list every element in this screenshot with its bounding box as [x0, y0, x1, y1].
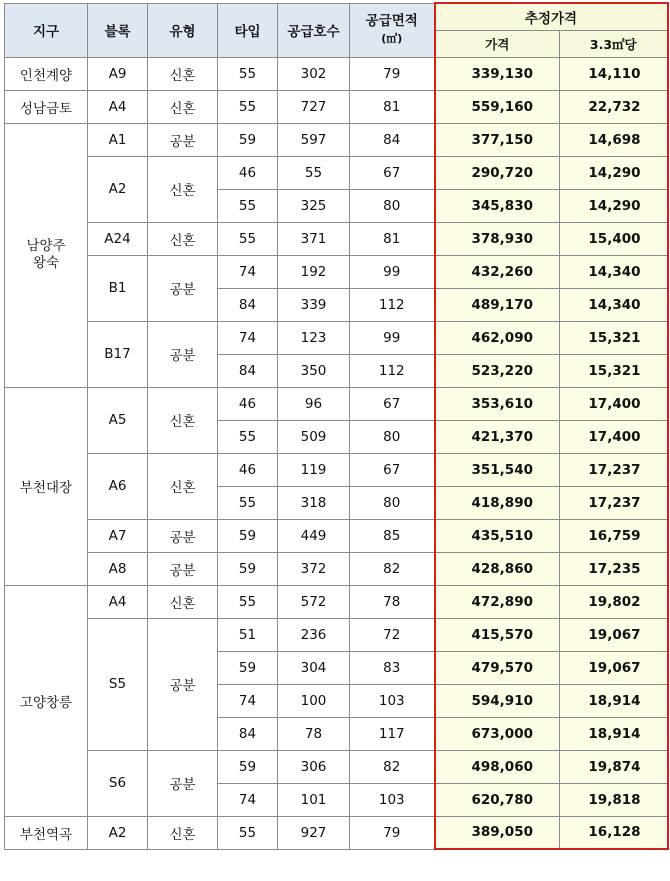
cell-block: B17 [88, 321, 148, 387]
cell-per-area: 19,874 [560, 750, 668, 783]
cell-area: 80 [350, 189, 435, 222]
cell-units: 123 [278, 321, 350, 354]
cell-price: 432,260 [435, 255, 560, 288]
cell-units: 339 [278, 288, 350, 321]
cell-per-area: 17,400 [560, 387, 668, 420]
cell-per-area: 16,759 [560, 519, 668, 552]
district-line1: 남양주 [26, 238, 66, 254]
cell-price: 435,510 [435, 519, 560, 552]
cell-type: 공분 [148, 519, 218, 552]
cell-per-area: 17,237 [560, 486, 668, 519]
cell-area: 85 [350, 519, 435, 552]
cell-unit-type: 74 [218, 684, 278, 717]
cell-per-area: 19,802 [560, 585, 668, 618]
cell-units: 236 [278, 618, 350, 651]
cell-unit-type: 55 [218, 486, 278, 519]
cell-price: 418,890 [435, 486, 560, 519]
cell-area: 81 [350, 222, 435, 255]
cell-area: 82 [350, 750, 435, 783]
cell-type: 공분 [148, 321, 218, 387]
cell-price: 428,860 [435, 552, 560, 585]
cell-unit-type: 74 [218, 783, 278, 816]
header-supply-units: 공급호수 [278, 3, 350, 57]
cell-unit-type: 46 [218, 387, 278, 420]
cell-area: 80 [350, 420, 435, 453]
cell-area: 79 [350, 57, 435, 90]
cell-area: 99 [350, 321, 435, 354]
cell-per-area: 14,290 [560, 189, 668, 222]
cell-type: 신혼 [148, 816, 218, 849]
cell-price: 472,890 [435, 585, 560, 618]
cell-block: A6 [88, 453, 148, 519]
cell-price: 421,370 [435, 420, 560, 453]
cell-block: A7 [88, 519, 148, 552]
cell-price: 489,170 [435, 288, 560, 321]
cell-units: 302 [278, 57, 350, 90]
cell-units: 325 [278, 189, 350, 222]
cell-district: 부천대장 [5, 387, 88, 585]
cell-units: 350 [278, 354, 350, 387]
cell-price: 377,150 [435, 123, 560, 156]
cell-unit-type: 59 [218, 519, 278, 552]
cell-area: 99 [350, 255, 435, 288]
cell-block: A4 [88, 90, 148, 123]
cell-type: 신혼 [148, 585, 218, 618]
cell-area: 80 [350, 486, 435, 519]
cell-units: 318 [278, 486, 350, 519]
cell-per-area: 17,237 [560, 453, 668, 486]
cell-units: 509 [278, 420, 350, 453]
cell-units: 192 [278, 255, 350, 288]
cell-units: 304 [278, 651, 350, 684]
cell-unit-type: 74 [218, 255, 278, 288]
cell-units: 306 [278, 750, 350, 783]
cell-per-area: 19,067 [560, 651, 668, 684]
cell-per-area: 14,698 [560, 123, 668, 156]
cell-type: 공분 [148, 255, 218, 321]
header-supply-area [350, 3, 435, 57]
header-area-line1: 공급면적 [365, 13, 418, 29]
cell-units: 55 [278, 156, 350, 189]
cell-district: 고양창릉 [5, 585, 88, 816]
cell-price: 462,090 [435, 321, 560, 354]
cell-price: 498,060 [435, 750, 560, 783]
cell-district [5, 123, 88, 387]
cell-price: 620,780 [435, 783, 560, 816]
district-line2: 왕숙 [32, 255, 60, 271]
cell-units: 727 [278, 90, 350, 123]
cell-units: 572 [278, 585, 350, 618]
cell-units: 101 [278, 783, 350, 816]
cell-area: 67 [350, 453, 435, 486]
cell-area: 117 [350, 717, 435, 750]
cell-area: 83 [350, 651, 435, 684]
cell-price: 594,910 [435, 684, 560, 717]
cell-district: 성남금토 [5, 90, 88, 123]
cell-type: 신혼 [148, 453, 218, 519]
cell-per-area: 17,235 [560, 552, 668, 585]
cell-price: 353,610 [435, 387, 560, 420]
cell-units: 597 [278, 123, 350, 156]
cell-area: 103 [350, 684, 435, 717]
cell-unit-type: 55 [218, 222, 278, 255]
cell-unit-type: 84 [218, 354, 278, 387]
cell-type: 공분 [148, 123, 218, 156]
cell-per-area: 19,067 [560, 618, 668, 651]
cell-price: 378,930 [435, 222, 560, 255]
cell-price: 339,130 [435, 57, 560, 90]
cell-type: 신혼 [148, 90, 218, 123]
cell-block: A24 [88, 222, 148, 255]
cell-block: A2 [88, 156, 148, 222]
cell-area: 103 [350, 783, 435, 816]
cell-block: A8 [88, 552, 148, 585]
cell-unit-type: 46 [218, 453, 278, 486]
cell-per-area: 18,914 [560, 717, 668, 750]
cell-type: 신혼 [148, 387, 218, 453]
housing-price-table [4, 2, 669, 850]
cell-area: 84 [350, 123, 435, 156]
cell-block: A1 [88, 123, 148, 156]
cell-units: 96 [278, 387, 350, 420]
cell-area: 112 [350, 354, 435, 387]
cell-per-area: 14,340 [560, 255, 668, 288]
cell-type: 공분 [148, 618, 218, 750]
cell-unit-type: 59 [218, 651, 278, 684]
cell-units: 449 [278, 519, 350, 552]
cell-per-area: 14,110 [560, 57, 668, 90]
cell-block: A5 [88, 387, 148, 453]
cell-unit-type: 46 [218, 156, 278, 189]
cell-type: 신혼 [148, 57, 218, 90]
cell-area: 67 [350, 387, 435, 420]
header-block: 블록 [88, 3, 148, 57]
cell-type: 공분 [148, 750, 218, 816]
cell-units: 119 [278, 453, 350, 486]
cell-unit-type: 59 [218, 750, 278, 783]
cell-area: 78 [350, 585, 435, 618]
cell-block: A9 [88, 57, 148, 90]
cell-price: 673,000 [435, 717, 560, 750]
cell-per-area: 15,321 [560, 354, 668, 387]
cell-price: 345,830 [435, 189, 560, 222]
cell-area: 81 [350, 90, 435, 123]
cell-units: 927 [278, 816, 350, 849]
cell-block: A2 [88, 816, 148, 849]
cell-block: B1 [88, 255, 148, 321]
cell-per-area: 14,340 [560, 288, 668, 321]
cell-unit-type: 59 [218, 123, 278, 156]
cell-per-area: 19,818 [560, 783, 668, 816]
cell-per-area: 22,732 [560, 90, 668, 123]
cell-unit-type: 55 [218, 189, 278, 222]
cell-area: 82 [350, 552, 435, 585]
header-per-area: 3.3㎡당 [560, 30, 668, 57]
cell-unit-type: 84 [218, 717, 278, 750]
cell-district: 인천계양 [5, 57, 88, 90]
cell-price: 389,050 [435, 816, 560, 849]
header-estimated-price: 추정가격 [435, 3, 668, 30]
cell-per-area: 18,914 [560, 684, 668, 717]
cell-type: 공분 [148, 552, 218, 585]
cell-price: 479,570 [435, 651, 560, 684]
cell-unit-type: 55 [218, 585, 278, 618]
cell-per-area: 16,128 [560, 816, 668, 849]
cell-price: 290,720 [435, 156, 560, 189]
cell-type: 신혼 [148, 222, 218, 255]
cell-unit-type: 51 [218, 618, 278, 651]
cell-area: 72 [350, 618, 435, 651]
cell-area: 67 [350, 156, 435, 189]
cell-price: 523,220 [435, 354, 560, 387]
cell-per-area: 14,290 [560, 156, 668, 189]
cell-per-area: 17,400 [560, 420, 668, 453]
cell-area: 79 [350, 816, 435, 849]
cell-unit-type: 55 [218, 57, 278, 90]
header-type: 유형 [148, 3, 218, 57]
cell-price: 351,540 [435, 453, 560, 486]
cell-units: 371 [278, 222, 350, 255]
cell-unit-type: 74 [218, 321, 278, 354]
cell-area: 112 [350, 288, 435, 321]
cell-unit-type: 84 [218, 288, 278, 321]
cell-price: 415,570 [435, 618, 560, 651]
cell-units: 372 [278, 552, 350, 585]
cell-units: 100 [278, 684, 350, 717]
cell-unit-type: 59 [218, 552, 278, 585]
cell-price: 559,160 [435, 90, 560, 123]
header-area-line2: (㎡) [381, 32, 403, 45]
cell-units: 78 [278, 717, 350, 750]
cell-block: A4 [88, 585, 148, 618]
cell-unit-type: 55 [218, 420, 278, 453]
cell-unit-type: 55 [218, 816, 278, 849]
cell-district: 부천역곡 [5, 816, 88, 849]
cell-type: 신혼 [148, 156, 218, 222]
cell-unit-type: 55 [218, 90, 278, 123]
header-unit-type: 타입 [218, 3, 278, 57]
cell-per-area: 15,400 [560, 222, 668, 255]
cell-block: S6 [88, 750, 148, 816]
cell-block: S5 [88, 618, 148, 750]
cell-per-area: 15,321 [560, 321, 668, 354]
header-price: 가격 [435, 30, 560, 57]
header-district: 지구 [5, 3, 88, 57]
